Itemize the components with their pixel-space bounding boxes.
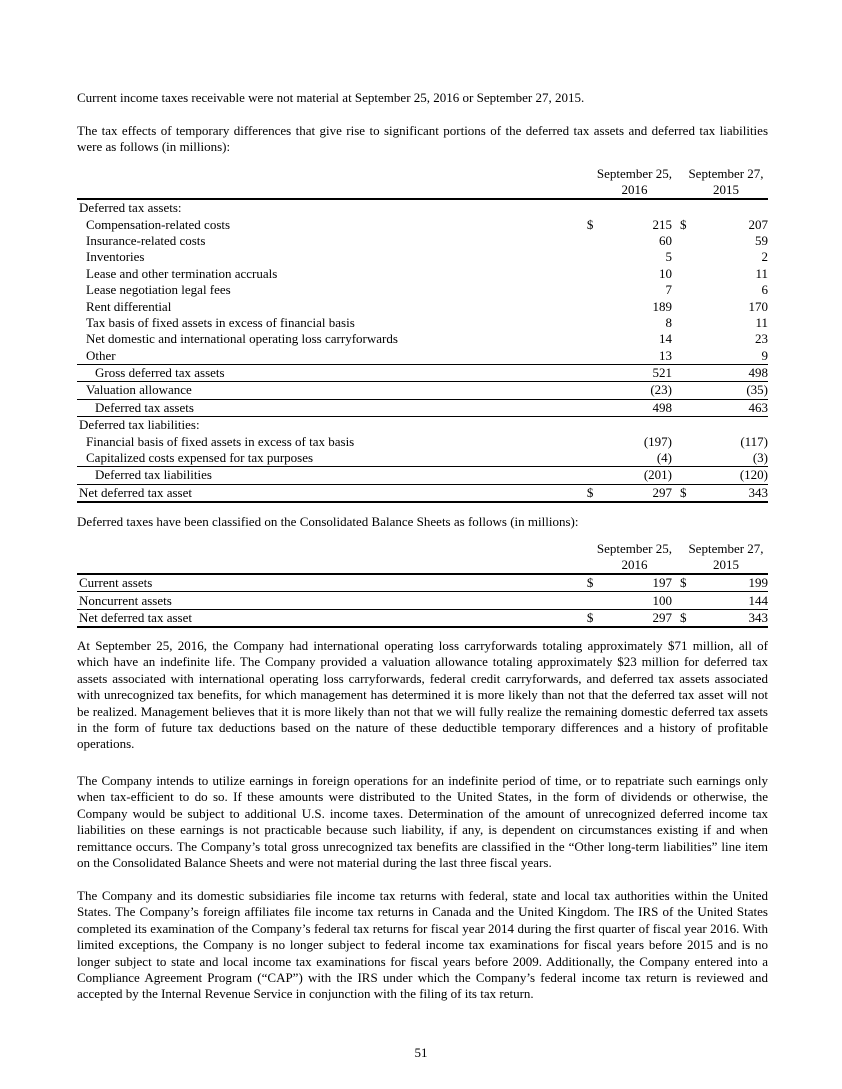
- table-row: Compensation-related costs $ 215 $ 207: [86, 216, 768, 232]
- table-row: Other 13 9: [86, 347, 768, 363]
- table-row: Insurance-related costs 60 59: [86, 232, 768, 248]
- table-row: Lease and other termination accruals 10 11: [86, 265, 768, 281]
- table-row: Financial basis of fixed assets in excess of tax basis (197) (117): [86, 433, 768, 449]
- table-header-row: [77, 166, 768, 199]
- table-row: Rent differential 189 170: [86, 298, 768, 314]
- column-header-2016: September 25, 2016: [596, 166, 672, 197]
- paragraph-tax-returns: The Company and its domestic subsidiaries file income tax returns with federal, state and local tax authorities within the United States. The Company’s foreign affiliates file income tax returns in Canada and the United Kingdom. The IRS of the United States completed its examination of the Company’s federal tax returns for fiscal year 2014 during the first quarter of fiscal year 2016. With limited exceptions, the Company is no longer subject to federal income tax examinations for fiscal years before 2015 and is no longer subject to state and local income tax examinations for fiscal years before 2009. Additionally, the Company entered into a Compliance Agreement Program (“CAP”) with the IRS under which the Company’s federal income tax return is reviewed and accepted by the Internal Revenue Service in conjunction with the filing of its tax return.: [77, 888, 768, 1002]
- section-label-liabilities: Deferred tax liabilities:: [77, 417, 587, 434]
- table-row: Valuation allowance (23) (35): [77, 382, 768, 399]
- paragraph-loss-carryforwards: At September 25, 2016, the Company had international operating loss carryforwards totaling approximately $71 million, all of which have an indefinite life. The Company provided a valuation allowance totaling approximately $23 million for deferred tax assets associated with international operating loss carryforwards, federal credit carryforwards, and deferred tax assets associated with unrecognized tax benefits, for which management has determined it is more likely than not that the deferred tax asset will not be realized. Management believes that it is more likely than not that we will fully realize the remaining domestic deferred tax assets in the form of future tax deductions based on the nature of these deductible temporary differences and a history of profitable operations.: [77, 638, 768, 752]
- table-row: Tax basis of fixed assets in excess of financial basis 8 11: [86, 314, 768, 330]
- deferred-tax-table: [77, 166, 768, 503]
- table-row: Current assets $ 197 $ 199: [79, 575, 768, 591]
- column-header-2016: September 25, 2016: [596, 541, 672, 572]
- table-row: Noncurrent assets 100 144: [79, 592, 768, 608]
- section-label-assets: Deferred tax assets:: [77, 199, 587, 216]
- subtotal-row-assets: Deferred tax assets 498 463: [77, 399, 768, 416]
- table-row: Lease negotiation legal fees 7 6: [86, 282, 768, 298]
- paragraph-classification: Deferred taxes have been classified on the Consolidated Balance Sheets as follows (in millions):: [77, 514, 579, 529]
- subtotal-row-gross: Gross deferred tax assets 521 498: [77, 364, 768, 381]
- subtotal-row-liabilities: Deferred tax liabilities (201) (120): [77, 467, 768, 484]
- paragraph-foreign-earnings: The Company intends to utilize earnings in foreign operations for an indefinite period of time, or to repatriate such earnings only when tax-efficient to do so. If these amounts were distributed to the United States, in the form of dividends or otherwise, the Company would be subject to additional U.S. income taxes. Determination of the amount of unrecognized deferred income tax liabilities on these earnings is not practicable because such liability, if any, is dependent on circumstances existing if and when remittance occurs. The Company’s total gross unrecognized tax benefits are classified in the “Other long-term liabilities” line item on the Consolidated Balance Sheets and were not material during the last three fiscal years.: [77, 773, 768, 871]
- total-row-net: Net deferred tax asset $ 297 $ 343: [77, 609, 768, 627]
- table-row: Inventories 5 2: [86, 249, 768, 265]
- table-header-row: [77, 541, 768, 574]
- page-number: 51: [414, 1045, 428, 1060]
- column-header-2015: September 27, 2015: [688, 541, 764, 572]
- balance-sheet-classification-table: [77, 541, 768, 628]
- table-row: Capitalized costs expensed for tax purposes (4) (3): [86, 450, 768, 466]
- table-row: Net domestic and international operating loss carryforwards 14 23: [86, 331, 768, 347]
- column-header-2015: September 27, 2015: [688, 166, 764, 197]
- paragraph-receivable: Current income taxes receivable were not material at September 25, 2016 or September 27, 2015.: [77, 90, 585, 105]
- paragraph-tax-effects: The tax effects of temporary differences that give rise to significant portions of the deferred tax assets and deferred tax liabilities were as follows (in millions):: [77, 123, 768, 155]
- total-row-net: Net deferred tax asset $ 297 $ 343: [77, 484, 768, 502]
